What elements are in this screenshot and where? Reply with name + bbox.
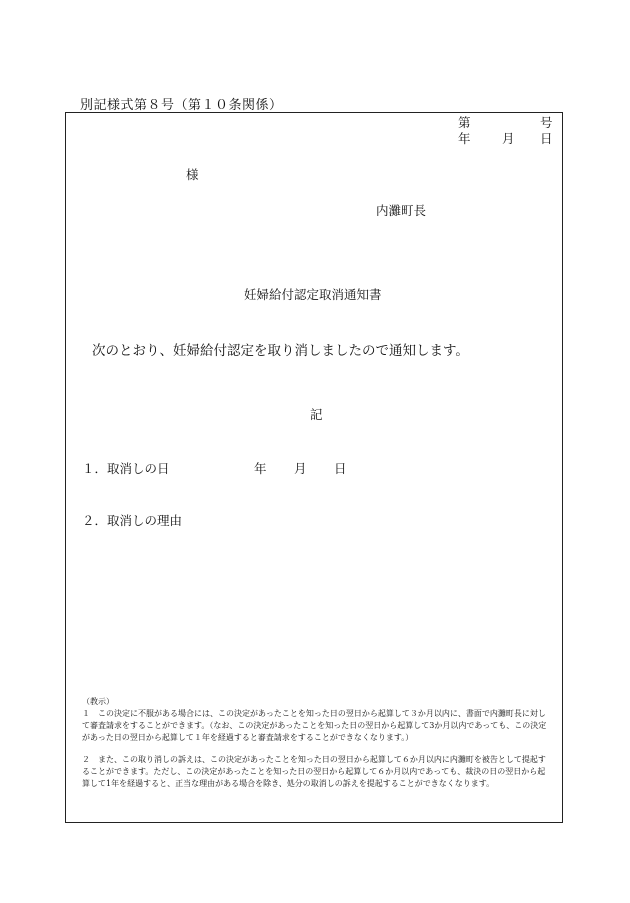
item1-label: １．取消しの日 — [82, 461, 170, 476]
date-month: 月 — [502, 131, 515, 146]
notes-section — [82, 696, 552, 790]
form-label: 別記様式第８号（第１０条関係） — [80, 98, 283, 113]
recipient-suffix: 様 — [186, 167, 199, 182]
ki-mark: 記 — [310, 407, 323, 422]
note-2: ２ また、この取り消しの訴えは、この決定があったことを知った日の翌日から起算して６か月以内に内灘町を被告として提起することができます。ただし、この決定があったことを知った日の翌日から起算して６か月以内であっても、裁決の日の翌日から起算して1年を経過すると、正当な理由がある場合を除き、処分の取消しの訴えを提起することができなくなります。 — [82, 755, 546, 788]
item2-label: ２．取消しの理由 — [82, 513, 183, 528]
item1-day: 日 — [334, 461, 347, 476]
document-title: 妊婦給付認定取消通知書 — [244, 287, 382, 302]
item1-month: 月 — [294, 461, 307, 476]
date-day: 日 — [540, 131, 553, 146]
body-text: 次のとおり、妊婦給付認定を取り消しましたので通知します。 — [92, 343, 469, 359]
number-suffix: 号 — [540, 115, 553, 130]
date-year: 年 — [458, 131, 471, 146]
number-prefix: 第 — [458, 115, 471, 130]
notes-heading: （教示） — [82, 697, 114, 706]
issuer-name: 内灘町長 — [376, 203, 427, 218]
item1-year: 年 — [254, 461, 267, 476]
document-frame — [65, 112, 563, 823]
note-1: １ この決定に不服がある場合には、この決定があったことを知った日の翌日から起算して３か月以内に、書面で内灘町長に対して審査請求をすることができます。（なお、この決定があったことを知った日の翌日から起算して3か月以内であっても、この決定があった日の翌日から起算して１年を経過すると審査請求をすることができなくなります。） — [82, 709, 547, 742]
